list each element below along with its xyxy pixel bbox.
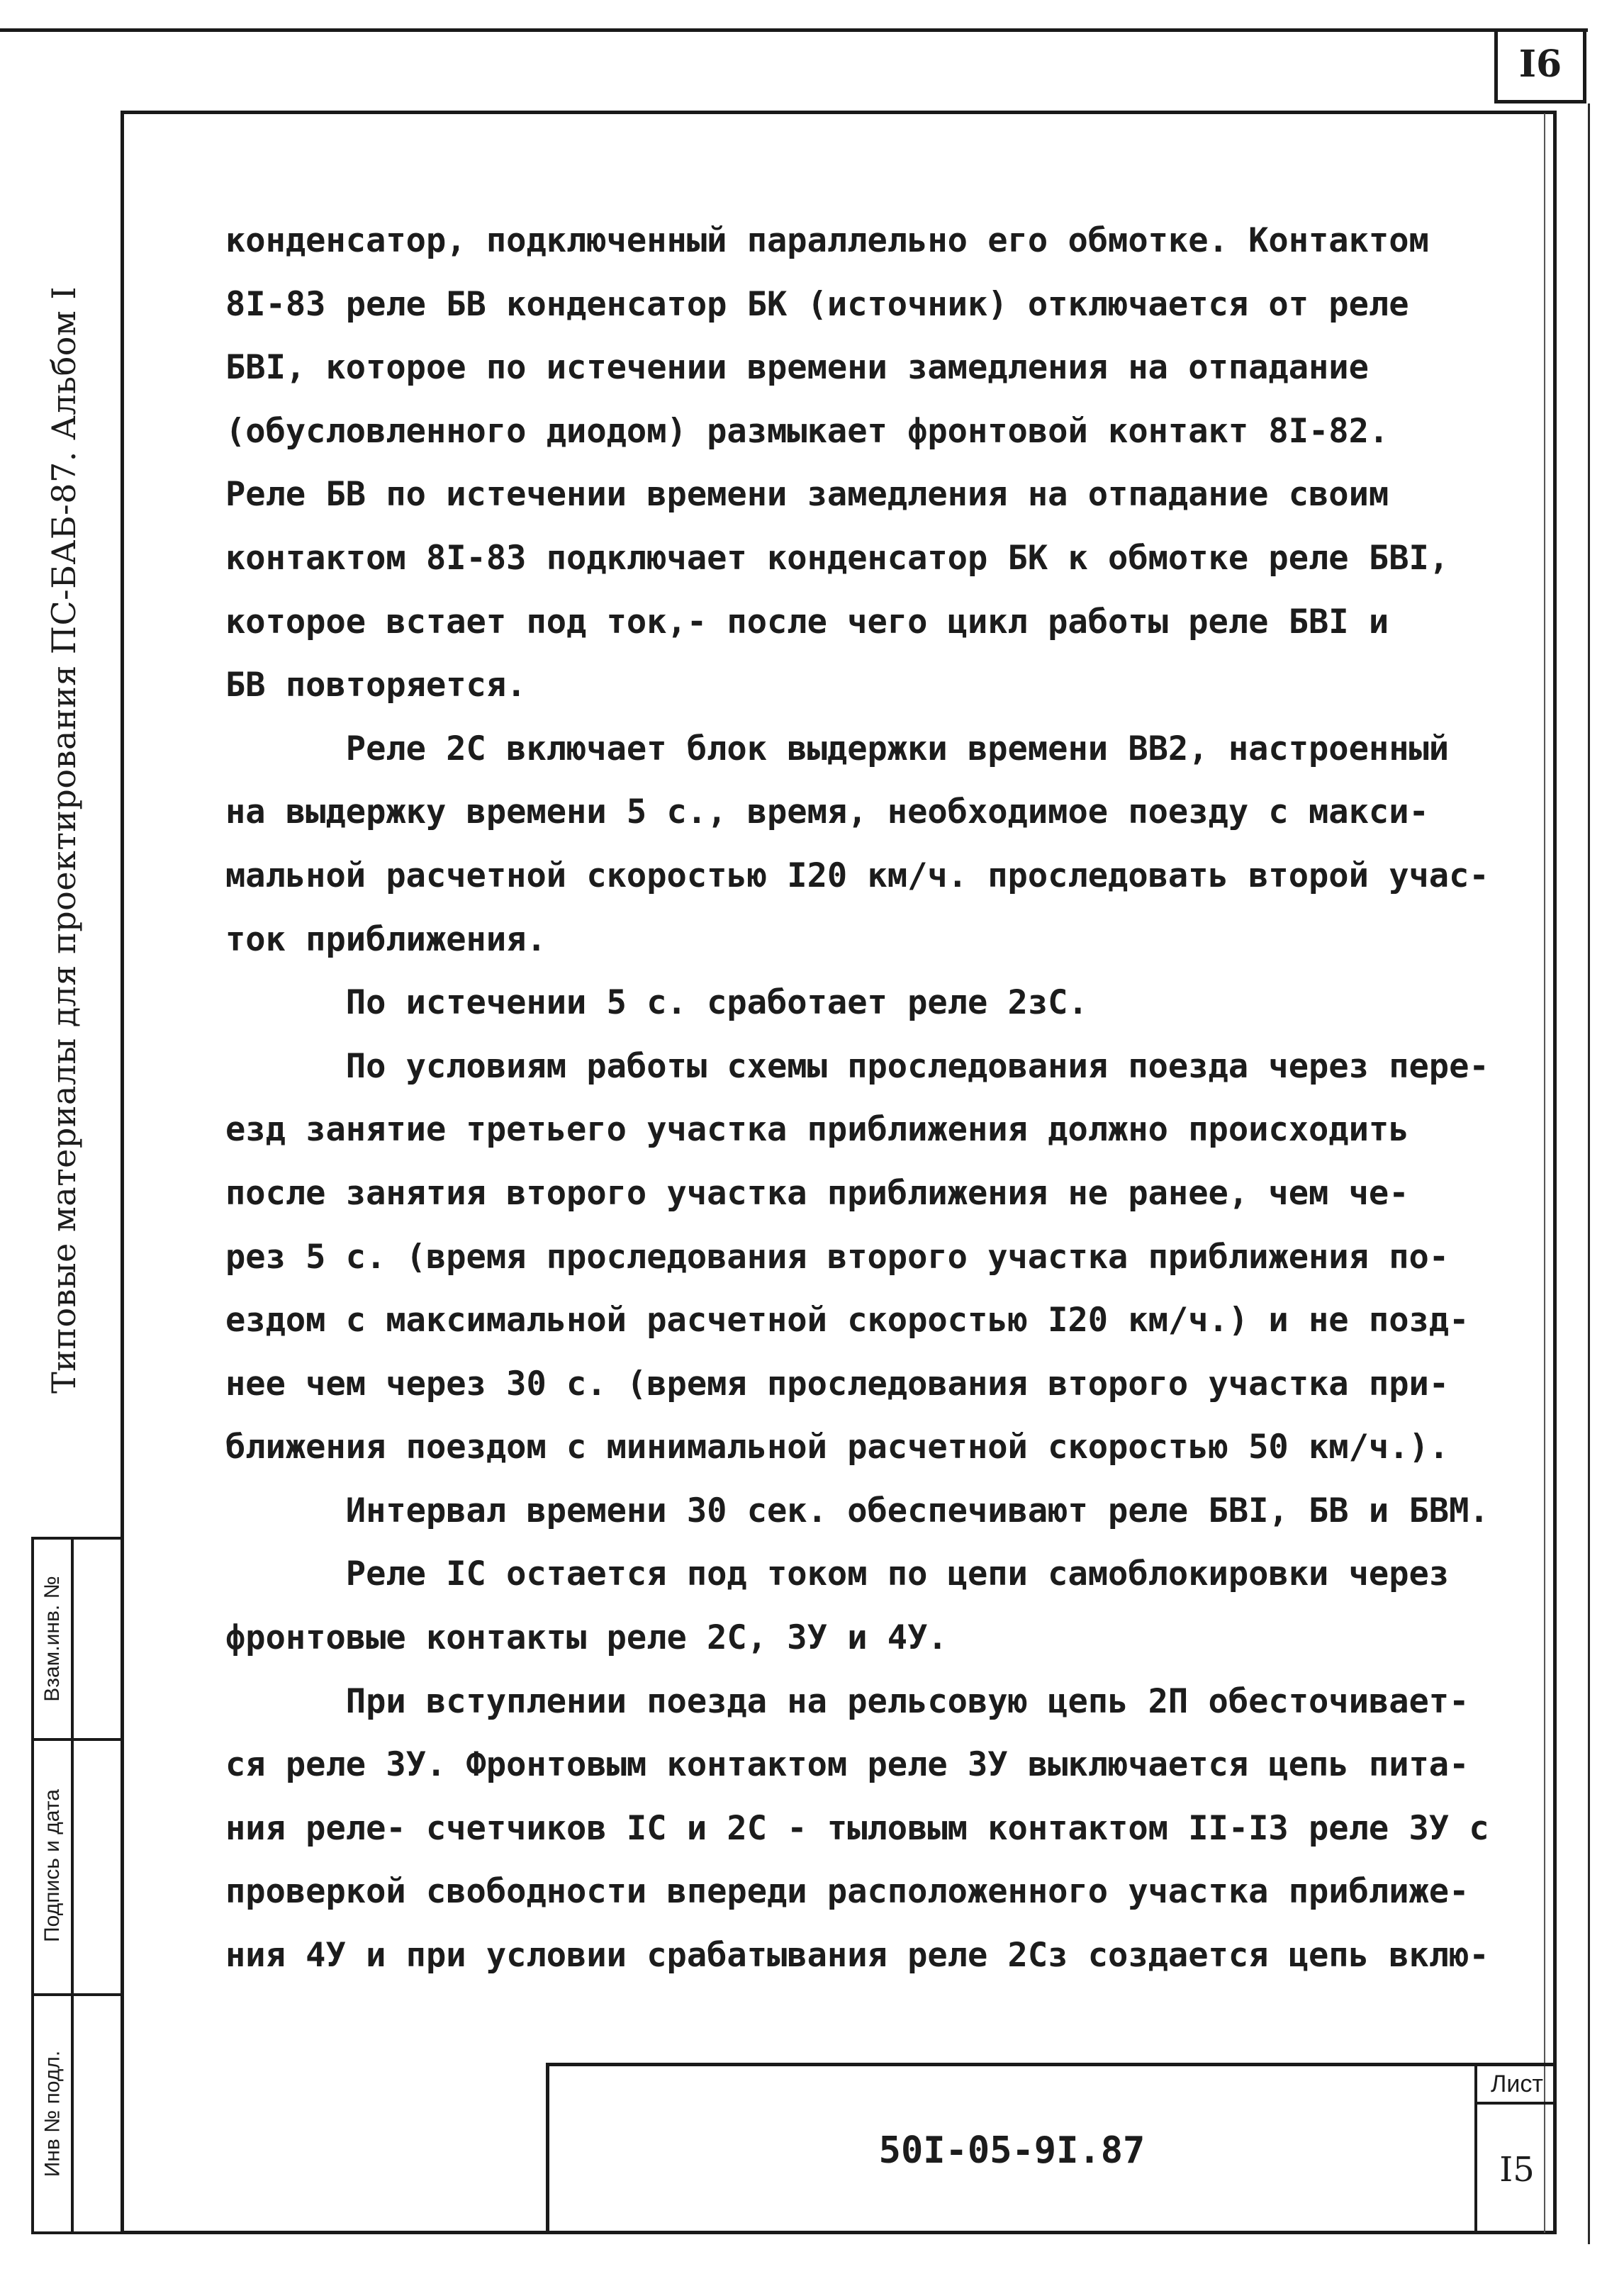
document-code: 50I-05-9I.87 — [878, 2129, 1146, 2172]
text-line: мальной расчетной скоростью I20 км/ч. проследовать второй учас- — [225, 856, 1489, 895]
title-block — [546, 2063, 1557, 2234]
side-title-text: Типовые материалы для проектирования ПС-БАБ-87. Альбом I — [45, 286, 83, 1394]
text-line: По истечении 5 с. сработает реле 2зС. — [225, 983, 1088, 1023]
text-line: 8I-83 реле БВ конденсатор БК (источник) отключается от реле — [225, 284, 1409, 324]
text-line: которое встает под ток,- после чего цикл работы реле БВI и — [225, 602, 1389, 642]
text-line: ся реле 3У. Фронтовым контактом реле 3У выключается цепь пита- — [225, 1745, 1469, 1785]
right-margin-rule — [1588, 103, 1590, 2244]
text-line: фронтовые контакты реле 2С, 3У и 4У. — [225, 1618, 948, 1658]
sheet-cell — [1474, 2066, 1557, 2234]
text-line: Реле БВ по истечении времени замедления на отпадание своим — [225, 475, 1389, 515]
text-line: езд занятие третьего участка приближения должно происходить — [225, 1110, 1409, 1150]
text-line: Реле IС остается под током по цепи самоблокировки через — [225, 1554, 1450, 1594]
sheet-label: Лист — [1477, 2066, 1557, 2105]
text-line: ток приближения. — [225, 919, 547, 959]
text-line: конденсатор, подключенный параллельно его обмотке. Контактом — [225, 221, 1429, 260]
text-line: Реле 2С включает блок выдержки времени ВВ2, настроенный — [225, 729, 1450, 768]
text-line: Интервал времени 30 сек. обеспечивают реле БВI, БВ и БВМ. — [225, 1491, 1489, 1530]
top-border-line — [0, 28, 1588, 32]
text-line: проверкой свободности впереди расположенного участка приближе- — [225, 1872, 1469, 1912]
text-line: ния 4У и при условии срабатывания реле 2Сз создается цепь вклю- — [225, 1936, 1489, 1976]
document-body — [225, 209, 1530, 1988]
text-line: При вступлении поезда на рельсовую цепь 2П обесточивает- — [225, 1681, 1469, 1721]
text-line: ближения поездом с минимальной расчетной скоростью 50 км/ч.). — [225, 1428, 1450, 1467]
text-line: нее чем через 30 с. (время проследования второго участка при- — [225, 1364, 1450, 1404]
stamp-inv-podl: Инв № подл. — [40, 2050, 65, 2178]
stamp-divider — [71, 1540, 74, 2231]
sheet-number: I5 — [1499, 2149, 1535, 2190]
frame-inner-rule — [1544, 113, 1545, 2233]
text-line: БВ повторяется. — [225, 666, 527, 705]
text-line: По условиям работы схемы проследования поезда через пере- — [225, 1046, 1489, 1086]
text-line: ния реле- счетчиков IС и 2С - тыловым контактом II-I3 реле 3У с — [225, 1808, 1489, 1848]
approval-stamp-column — [31, 1537, 121, 2234]
page-number-top: I6 — [1494, 28, 1586, 103]
text-line: контактом 8I-83 подключает конденсатор БК к обмотке реле БВI, — [225, 538, 1450, 578]
text-line: ездом с максимальной расчетной скоростью I20 км/ч.) и не позд- — [225, 1301, 1469, 1340]
text-line: БВI, которое по истечении времени замедления на отпадание — [225, 348, 1369, 388]
stamp-vzam-inv: Взам.инв. № — [40, 1576, 64, 1702]
text-line: после занятия второго участка приближения не ранее, чем че- — [225, 1173, 1409, 1213]
stamp-podpis-data: Подпись и дата — [40, 1789, 64, 1942]
text-line: на выдержку времени 5 с., время, необходимое поезду с макси- — [225, 792, 1429, 832]
side-title — [28, 227, 99, 1453]
text-line: (обусловленного диодом) размыкает фронтовой контакт 8I-82. — [225, 411, 1389, 451]
text-line: рез 5 с. (время проследования второго участка приближения по- — [225, 1237, 1450, 1277]
